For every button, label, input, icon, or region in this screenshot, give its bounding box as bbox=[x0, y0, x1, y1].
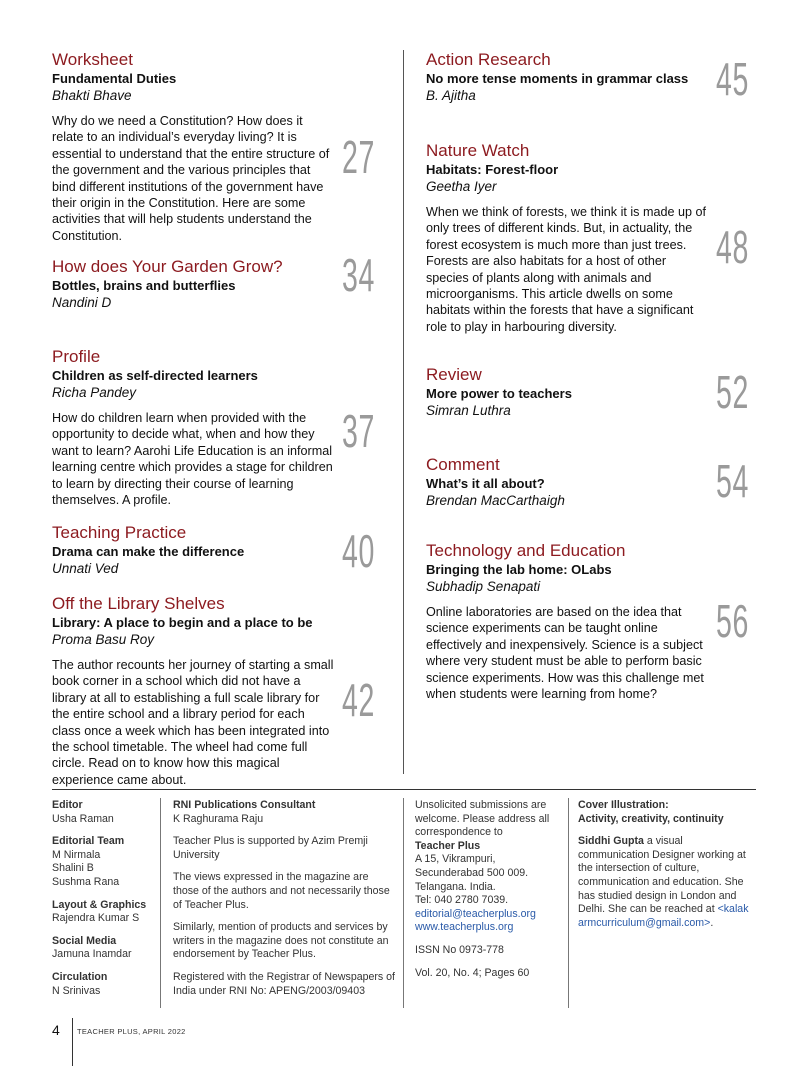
address-line: A 15, Vikrampuri, bbox=[415, 853, 496, 866]
address-line: Secunderabad 500 009. bbox=[415, 866, 529, 879]
mention-disclaimer: Similarly, mention of products and services by writers in the magazine does not constitute an endorsement by Teacher Plus. bbox=[173, 921, 389, 961]
article-description: Why do we need a Constitution? How does it relate to an individual’s everyday living? It is essential to understand that the entire structure of the government and the various principles that bind different institutions of the government have their origin in the Constitution. Here are some activities that will help students understand the Constitution. bbox=[52, 114, 330, 243]
telephone: Tel: 040 2780 7039. bbox=[415, 894, 509, 907]
section-title: Action Research bbox=[426, 50, 551, 69]
article-author: Bhakti Bhave bbox=[52, 88, 132, 103]
artist-bio: a visual communication Designer working at the intersection of culture, communication and education. She has studied design in London and Delhi. She can be reached at bbox=[578, 835, 746, 916]
article-description: Online laboratories are based on the idea that science experiments can be taught online effectively and inexpensively. Science is a subject where very student must be able to perform basic science experiments. How was this challenge met when students were learning from home? bbox=[426, 605, 704, 702]
article-title: Bringing the lab home: OLabs bbox=[426, 562, 612, 577]
article-author: Simran Luthra bbox=[426, 403, 511, 418]
article-author: Geetha Iyer bbox=[426, 179, 497, 194]
publication-footer: TEACHER PLUS, APRIL 2022 bbox=[77, 1027, 186, 1036]
article-author: Nandini D bbox=[52, 295, 112, 310]
page-number: 42 bbox=[342, 674, 375, 726]
page-number: 56 bbox=[716, 595, 749, 647]
article-title: No more tense moments in grammar class bbox=[426, 71, 689, 86]
section-title: Review bbox=[426, 365, 482, 384]
toc-entry-library[interactable] bbox=[52, 594, 334, 788]
page-number: 54 bbox=[716, 455, 749, 507]
support-note: Teacher Plus is supported by Azim Premji University bbox=[173, 835, 368, 861]
section-title: Worksheet bbox=[52, 50, 133, 69]
cover-label: Cover Illustration: bbox=[578, 799, 669, 811]
article-title: Drama can make the difference bbox=[52, 544, 245, 559]
views-disclaimer: The views expressed in the magazine are those of the authors and not necessarily those of Teacher Plus. bbox=[173, 871, 390, 911]
team-member: M Nirmala bbox=[52, 848, 101, 861]
masthead-staff bbox=[52, 799, 156, 1007]
page-number: 34 bbox=[342, 249, 375, 301]
editor-label: Editor bbox=[52, 799, 83, 811]
article-title: Fundamental Duties bbox=[52, 71, 177, 86]
page-number: 48 bbox=[716, 221, 749, 273]
footer-divider bbox=[568, 798, 569, 1008]
cover-theme: Activity, creativity, continuity bbox=[578, 812, 724, 825]
page-number: 52 bbox=[716, 366, 749, 418]
page-number: 40 bbox=[342, 525, 375, 577]
article-description: The author recounts her journey of starting a small book corner in a school which did not have a library at all to establishing a full scale library for the entire school and a library period for each class once a week which has been integrated into the school timetable. The wheel had come full circle. Read on to know how this magical experience came about. bbox=[52, 658, 334, 787]
section-title: Off the Library Shelves bbox=[52, 594, 225, 613]
editor-name: Usha Raman bbox=[52, 812, 114, 825]
toc-entry-comment[interactable] bbox=[426, 455, 711, 510]
toc-entry-technology[interactable] bbox=[426, 541, 708, 702]
article-description: When we think of forests, we think it is made up of only trees of different kinds. But, in actuality, the forest ecosystem is much more than just trees. Forests are also habitats for a host of other species of plants along with animals and microorganisms. This article dwells on some habitats within the forests that have a significant role to play in harbouring diversity. bbox=[426, 205, 706, 334]
circulation-label: Circulation bbox=[52, 970, 108, 983]
page-number-footer: 4 bbox=[52, 1022, 60, 1038]
social-name: Jamuna Inamdar bbox=[52, 948, 132, 961]
circulation-name: N Srinivas bbox=[52, 984, 101, 997]
article-author: Brendan MacCarthaigh bbox=[426, 493, 565, 508]
section-title: Profile bbox=[52, 347, 101, 366]
toc-entry-garden[interactable] bbox=[52, 257, 334, 312]
registration-note: Registered with the Registrar of Newspapers of India under RNI No: APENG/2003/09403 bbox=[173, 970, 395, 997]
article-author: Richa Pandey bbox=[52, 385, 137, 400]
toc-entry-action-research[interactable] bbox=[426, 50, 711, 105]
team-member: Shalini B bbox=[52, 862, 94, 875]
toc-entry-profile[interactable] bbox=[52, 347, 334, 508]
address-line: Telangana. India. bbox=[415, 880, 496, 893]
article-author: B. Ajitha bbox=[426, 88, 476, 103]
toc-entry-nature-watch[interactable] bbox=[426, 141, 706, 335]
page-number: 45 bbox=[716, 53, 749, 105]
consultant-label: RNI Publications Consultant bbox=[173, 799, 316, 811]
submission-note: Unsolicited submissions are welcome. Please address all correspondence to bbox=[415, 799, 550, 839]
team-label: Editorial Team bbox=[52, 835, 125, 848]
contact-email-link[interactable]: editorial@teacherplus.org bbox=[415, 907, 536, 920]
article-author: Proma Basu Roy bbox=[52, 632, 155, 647]
section-title: Technology and Education bbox=[426, 541, 626, 560]
article-title: Habitats: Forest-floor bbox=[426, 162, 559, 177]
layout-name: Rajendra Kumar S bbox=[52, 912, 140, 925]
section-title: Nature Watch bbox=[426, 141, 530, 160]
page-number: 27 bbox=[342, 131, 375, 183]
artist-email-link[interactable]: <kalakarmcurriculum@gmail.com> bbox=[578, 903, 749, 929]
bio-end: . bbox=[710, 916, 714, 929]
article-author: Unnati Ved bbox=[52, 561, 119, 576]
article-title: Children as self-directed learners bbox=[52, 368, 258, 383]
page-number: 37 bbox=[342, 405, 375, 457]
artist-name: Siddhi Gupta bbox=[578, 835, 644, 848]
layout-label: Layout & Graphics bbox=[52, 898, 147, 911]
social-label: Social Media bbox=[52, 934, 117, 947]
article-author: Subhadip Senapati bbox=[426, 579, 541, 594]
issn: ISSN No 0973-778 bbox=[415, 943, 504, 956]
article-title: Bottles, brains and butterflies bbox=[52, 278, 236, 293]
toc-entry-worksheet[interactable] bbox=[52, 50, 334, 244]
footer-bar bbox=[72, 1018, 73, 1066]
section-title: How does Your Garden Grow? bbox=[52, 257, 283, 276]
section-title: Comment bbox=[426, 455, 500, 474]
column-divider bbox=[403, 50, 404, 774]
section-title: Teaching Practice bbox=[52, 523, 187, 542]
footer-divider bbox=[160, 798, 161, 1008]
volume-info: Vol. 20, No. 4; Pages 60 bbox=[415, 966, 530, 979]
masthead-consultant bbox=[173, 799, 395, 1007]
masthead-contact bbox=[415, 799, 560, 989]
publisher-name: Teacher Plus bbox=[415, 839, 481, 852]
article-title: Library: A place to begin and a place to be bbox=[52, 615, 313, 630]
toc-entry-teaching-practice[interactable] bbox=[52, 523, 334, 578]
cover-credit bbox=[578, 799, 753, 939]
consultant-name: K Raghurama Raju bbox=[173, 812, 264, 825]
toc-entry-review[interactable] bbox=[426, 365, 711, 420]
website-link[interactable]: www.teacherplus.org bbox=[415, 921, 514, 934]
footer-rule bbox=[52, 789, 756, 790]
footer-divider bbox=[403, 798, 404, 1008]
article-title: More power to teachers bbox=[426, 386, 572, 401]
team-member: Sushma Rana bbox=[52, 875, 120, 888]
article-title: What’s it all about? bbox=[426, 476, 545, 491]
article-description: How do children learn when provided with the opportunity to decide what, when and how they want to learn? Aarohi Life Education is an informal learning centre which provides a stage for children to learn by directing their course of learning themselves. A profile. bbox=[52, 411, 333, 508]
